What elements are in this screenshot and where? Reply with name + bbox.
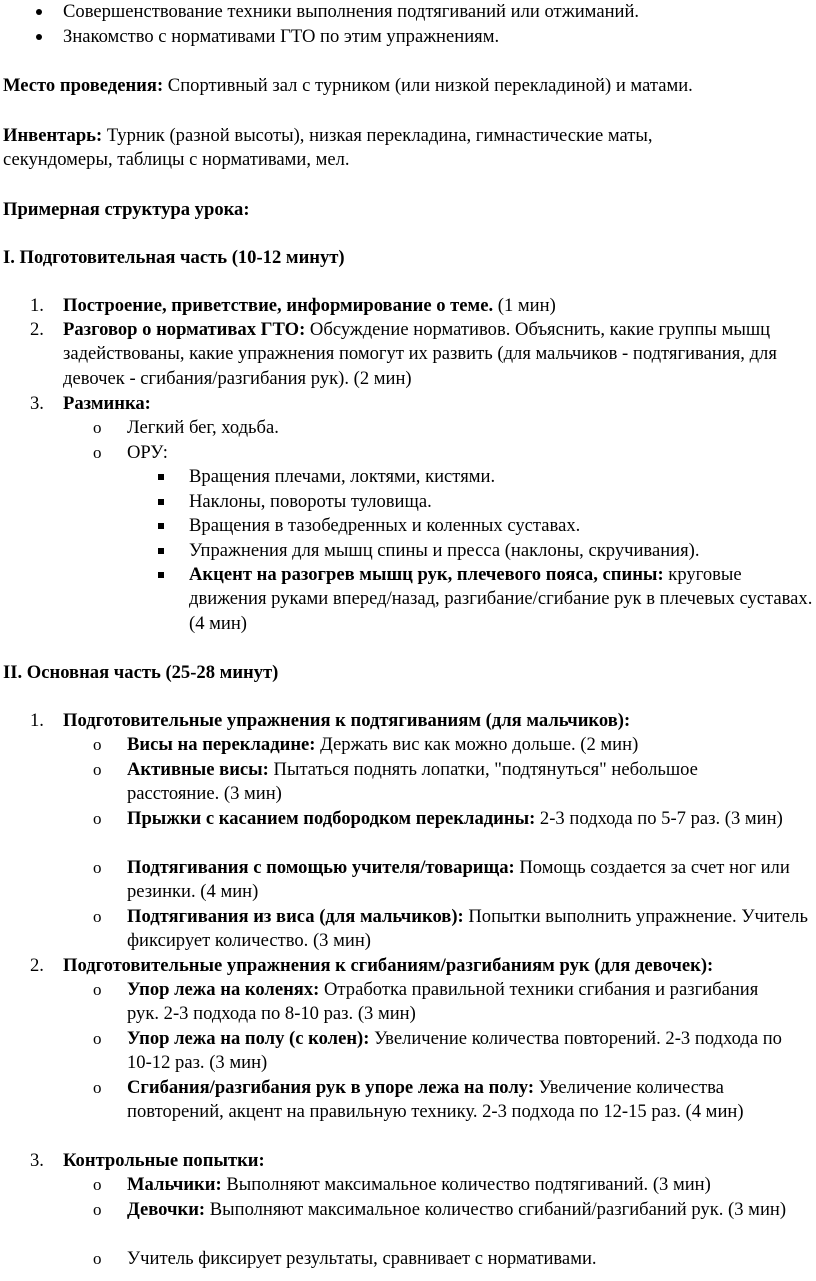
circle-bullet-icon: o [93, 760, 102, 779]
inventory-paragraph [3, 124, 743, 173]
circle-bullet-icon: o [93, 1078, 102, 1097]
inventory-label: Инвентарь: [3, 125, 103, 146]
circle-bullet-icon: o [93, 443, 102, 462]
structure-heading: Примерная структура урока: [3, 199, 250, 220]
circle-bullet-icon: o [93, 858, 102, 877]
circle-bullet-icon: o [93, 1029, 102, 1048]
bullet-dot-icon [36, 34, 42, 40]
circle-bullet-icon: o [93, 809, 102, 828]
circle-bullet-icon: o [93, 980, 102, 999]
inventory-text: Турник (разной высоты), низкая перекладина, гимнастические маты, секундомеры, таблицы с нормативами, мел. [3, 125, 653, 171]
part2-heading: II. Основная часть (25-28 минут) [3, 662, 279, 683]
square-bullet-icon [158, 548, 164, 554]
circle-bullet-icon: o [93, 735, 102, 754]
venue-label: Место проведения: [3, 75, 164, 96]
square-bullet-icon [158, 572, 164, 578]
square-bullet-icon [158, 499, 164, 505]
circle-bullet-icon: o [93, 1249, 102, 1268]
square-bullet-icon [158, 523, 164, 529]
bullet-dot-icon [36, 9, 42, 15]
part1-heading: I. Подготовительная часть (10-12 минут) [3, 247, 345, 268]
circle-bullet-icon: o [93, 1200, 102, 1219]
circle-bullet-icon: o [93, 418, 102, 437]
circle-bullet-icon: o [93, 907, 102, 926]
circle-bullet-icon: o [93, 1175, 102, 1194]
venue-paragraph [3, 74, 815, 98]
square-bullet-icon [158, 474, 164, 480]
venue-text: Спортивный зал с турником (или низкой перекладиной) и матами. [163, 75, 693, 96]
